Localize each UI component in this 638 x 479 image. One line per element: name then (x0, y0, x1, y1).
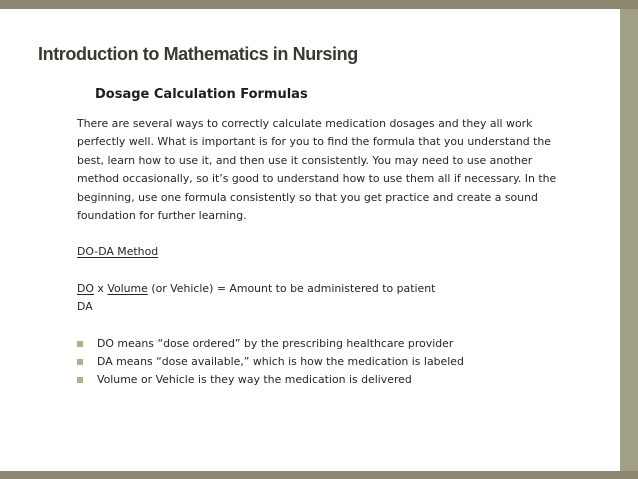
slide-body (77, 115, 617, 390)
list-item (77, 335, 617, 353)
slide-title: Introduction to Mathematics in Nursing (38, 44, 358, 64)
list-item-text: Volume or Vehicle is they way the medication is delivered (97, 373, 412, 387)
list-item-text: DO means “dose ordered” by the prescribing healthcare provider (97, 336, 454, 350)
intro-line: best, learn how to use it, and then use it consistently. You may need to use another (77, 153, 533, 167)
square-bullet-icon (77, 341, 83, 347)
method-heading (77, 243, 617, 261)
spacer (77, 317, 617, 335)
intro-line: There are several ways to correctly calculate medication dosages and they all work (77, 117, 533, 130)
intro-line: foundation for further learning. (77, 209, 247, 223)
list-item (77, 353, 617, 371)
definition-list (77, 335, 617, 390)
square-bullet-icon (77, 377, 83, 383)
intro-paragraph (77, 115, 592, 225)
slide-accent-strip (620, 9, 638, 471)
formula-operator: x (93, 281, 108, 295)
intro-line: beginning, use one formula consistently so that you get practice and create a sound (77, 190, 538, 204)
spacer (77, 262, 617, 280)
method-heading-text: DO-DA Method (77, 245, 159, 259)
formula-denominator: DA (77, 300, 93, 314)
list-item (77, 371, 617, 389)
formula-line (77, 280, 617, 298)
intro-line: perfectly well. What is important is for you to find the formula that you understand the (77, 135, 552, 149)
intro-line: method occasionally, so it’s good to understand how to use them all if necessary. In the (77, 172, 557, 186)
formula-numerator: DO (77, 281, 94, 295)
square-bullet-icon (77, 359, 83, 365)
formula-volume: Volume (107, 281, 148, 295)
formula-rest: (or Vehicle) = Amount to be administered to patient (147, 281, 436, 295)
section-subtitle: Dosage Calculation Formulas (95, 87, 308, 102)
spacer (77, 225, 617, 243)
list-item-text: DA means “dose available,” which is how the medication is labeled (97, 355, 464, 369)
